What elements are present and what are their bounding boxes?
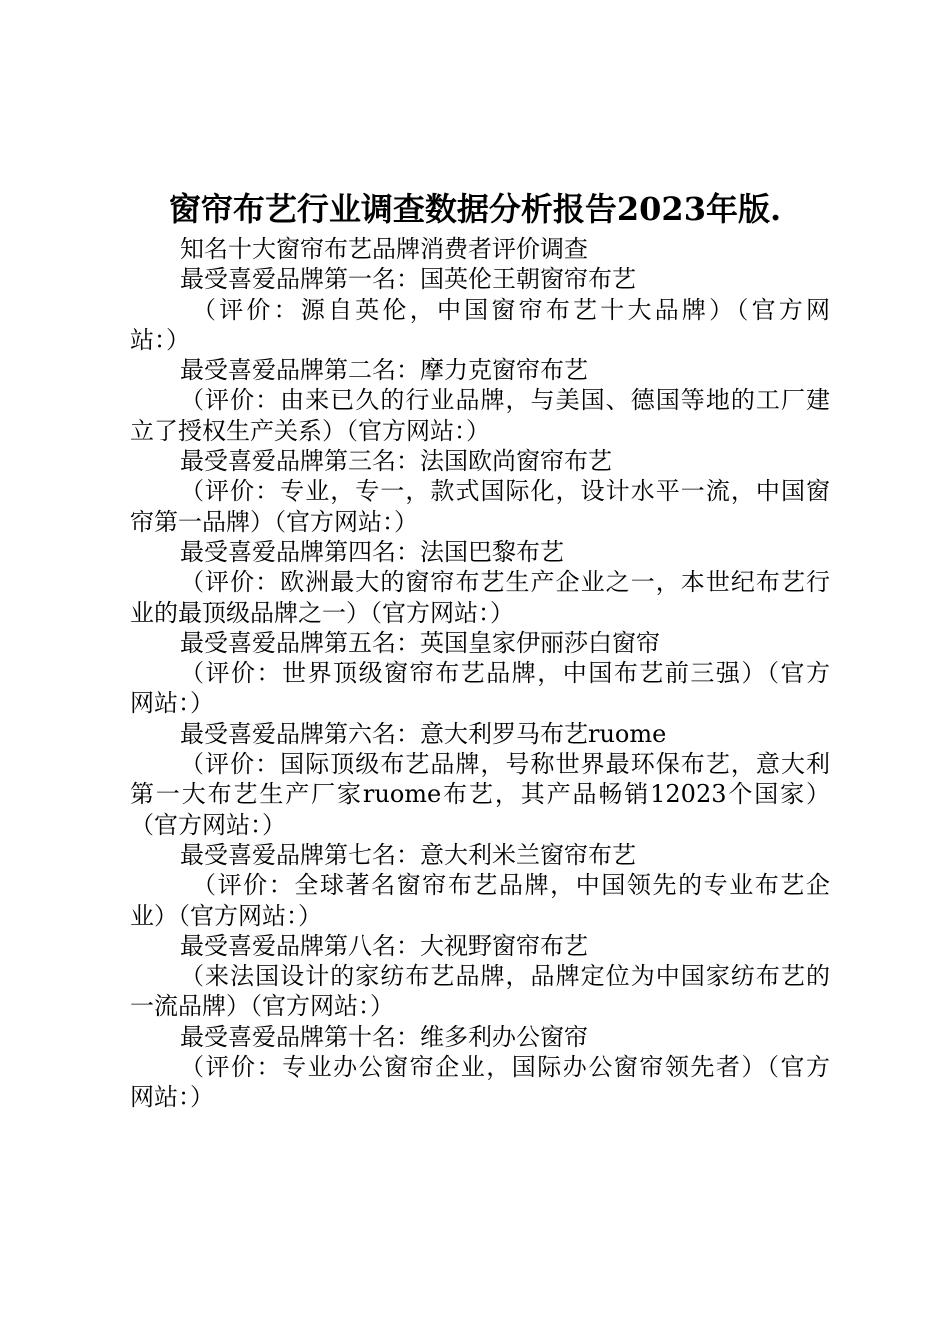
document-line: 最受喜爱品牌第五名：英国皇家伊丽莎白窗帘: [180, 628, 660, 657]
document-line: （评价：专业办公窗帘企业，国际办公窗帘领先者）（官方: [180, 1053, 830, 1082]
document-line: 最受喜爱品牌第一名：国英伦王朝窗帘布艺: [180, 265, 636, 294]
document-line: （评价：欧洲最大的窗帘布艺生产企业之一，本世纪布艺行: [180, 568, 830, 597]
document-line: 最受喜爱品牌第六名：意大利罗马布艺ruome: [180, 719, 667, 748]
document-line: 网站：）: [130, 1083, 214, 1112]
document-line: 网站：）: [130, 689, 214, 718]
document-line: 第一大布艺生产厂家ruome布艺，其产品畅销12023个国家）: [130, 780, 830, 809]
document-line: 最受喜爱品牌第八名：大视野窗帘布艺: [180, 931, 588, 960]
document-line: （评价：世界顶级窗帘布艺品牌，中国布艺前三强）（官方: [180, 659, 830, 688]
document-line: 最受喜爱品牌第三名：法国欧尚窗帘布艺: [180, 447, 612, 476]
document-line: 帘第一品牌）（官方网站：）: [130, 507, 418, 536]
document-line: 立了授权生产关系）（官方网站：）: [130, 416, 490, 445]
document-line: 最受喜爱品牌第十名：维多利办公窗帘: [180, 1022, 588, 1051]
document-line: 最受喜爱品牌第二名：摩力克窗帘布艺: [180, 356, 588, 385]
document-line: （来法国设计的家纺布艺品牌，品牌定位为中国家纺布艺的: [180, 962, 830, 991]
document-title: 窗帘布艺行业调查数据分析报告2023年版.: [168, 190, 782, 228]
document-line: 站：）: [130, 325, 190, 354]
document-line: 业的最顶级品牌之一）（官方网站：）: [130, 598, 514, 627]
document-line: （评价：国际顶级布艺品牌，号称世界最环保布艺，意大利: [180, 750, 830, 779]
document-line: 最受喜爱品牌第七名：意大利米兰窗帘布艺: [180, 840, 636, 869]
document-line: （评价：由来已久的行业品牌，与美国、德国等地的工厂建: [180, 386, 830, 415]
document-line: （评价：源自英伦，中国窗帘布艺十大品牌）（官方网: [192, 295, 830, 324]
document-line: 最受喜爱品牌第四名：法国巴黎布艺: [180, 537, 564, 566]
document-line: （评价：专业，专一，款式国际化，设计水平一流，中国窗: [180, 477, 830, 506]
document-line: （评价：全球著名窗帘布艺品牌，中国领先的专业布艺企: [192, 871, 830, 900]
document-line: 知名十大窗帘布艺品牌消费者评价调查: [180, 235, 588, 263]
document-line: 一流品牌）（官方网站：）: [130, 992, 394, 1021]
document-line: 业）（官方网站：）: [130, 901, 322, 930]
document-body: [130, 234, 830, 1113]
document-line: （官方网站：）: [130, 810, 286, 839]
